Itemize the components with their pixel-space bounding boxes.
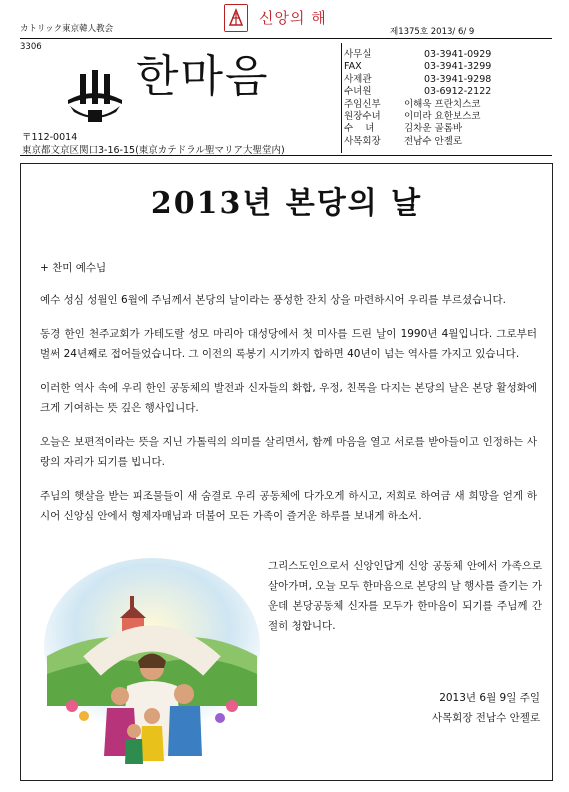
contact-value: 김차운 골롬바: [404, 123, 463, 135]
signature-name: 사목회장 전남수 안젤로: [431, 712, 540, 724]
contact-row: [344, 99, 491, 111]
signature-date: 2013년 6월 9일 주일: [439, 692, 540, 704]
contact-label: 사목회장: [344, 135, 381, 147]
article-paragraph: 주님의 햇살을 받는 피조물들이 새 숨결로 우리 공동체에 다가오게 하시고, 저희로 하여금 새 희망을 얻게 하시어 신앙심 안에서 형제자매님과 더불어 모든 가족이 즐거운 하루를 보내게 하소서.: [40, 490, 537, 522]
contact-value: 03-3941-9298: [424, 73, 492, 85]
contact-value: 03-3941-3299: [424, 61, 492, 73]
newsletter-title: 한마음: [136, 51, 270, 102]
contact-label: 주임신부: [344, 98, 381, 110]
contact-row: [344, 49, 491, 61]
article-body: [40, 290, 537, 540]
contact-value: 이미라 요한보스코: [404, 111, 481, 123]
contact-value: 전남수 안젤로: [404, 135, 463, 147]
contact-value: 이해욱 프란치스코: [404, 98, 481, 110]
article-paragraph: 예수 성심 성월인 6월에 주님께서 본당의 날이라는 풍성한 잔치 상을 마련하시어 우리를 부르셨습니다.: [40, 294, 506, 306]
contact-value: 03-6912-2122: [424, 86, 492, 98]
contact-label: 사제관: [344, 73, 372, 85]
header-divider: [341, 43, 342, 153]
contact-row: [344, 136, 491, 148]
greeting: + 찬미 예수님: [40, 262, 107, 274]
contact-label: 사무실: [344, 49, 372, 60]
closing-paragraph: 그리스도인으로서 신앙인답게 신앙 공동체 안에서 가족으로 살아가며, 오늘 모두 한마음으로 본당의 날 행사를 즐기는 가운데 본당공동체 신자를 모두가 한마음이 되기를 주님께 간절히 청합니다.: [268, 560, 542, 632]
article-headline: 2013년 본당의 날: [150, 186, 423, 221]
contact-list: [344, 49, 491, 148]
page-code: 3306: [20, 42, 42, 52]
address: 東京都文京区関口3-16-15(東京カテドラル聖マリア大聖堂内): [22, 145, 285, 156]
contact-row: [344, 61, 491, 73]
contact-row: [344, 74, 491, 86]
article-paragraph: 오늘은 보편적이라는 뜻을 지닌 가톨릭의 의미를 살리면서, 함께 마음을 열고 서로를 받아들이고 인정하는 사랑의 자리가 되기를 빕니다.: [40, 436, 537, 468]
contact-label: 수 녀: [344, 123, 375, 135]
contact-label: 수녀원: [344, 86, 372, 98]
year-of-faith-logo: [224, 4, 248, 32]
postal-code: 〒112-0014: [22, 132, 78, 143]
contact-row: [344, 123, 491, 135]
church-name: カトリック東京韓人教会: [20, 24, 114, 34]
header-bottom-rule: [20, 155, 552, 156]
church-logo-icon: [60, 66, 130, 126]
contact-label: FAX: [344, 61, 362, 73]
issue-info: 제1375호 2013/ 6/ 9: [390, 27, 475, 37]
contact-row: [344, 86, 491, 98]
signature-block: [380, 688, 540, 728]
top-rule: [20, 38, 552, 39]
contact-row: [344, 111, 491, 123]
article-paragraph: 동경 한인 천주교회가 가테도랄 성모 마리아 대성당에서 첫 미사를 드린 날이 1990년 4월입니다. 그로부터 벌써 24년째로 접어들었습니다. 그 이전의 록봉기 시기까지 합하면 40년이 넘는 역사를 가지고 있습니다.: [40, 328, 537, 360]
article-paragraph: 이러한 역사 속에 우리 한인 공동체의 발전과 신자들의 화합, 우정, 친목을 다지는 본당의 날은 본당 활성화에 크게 기여하는 뜻 깊은 행사입니다.: [40, 382, 537, 414]
contact-value: 03-3941-0929: [424, 49, 492, 60]
year-theme: 신앙의 해: [259, 9, 327, 27]
contact-label: 원장수녀: [344, 111, 381, 123]
family-illustration: [42, 556, 262, 771]
